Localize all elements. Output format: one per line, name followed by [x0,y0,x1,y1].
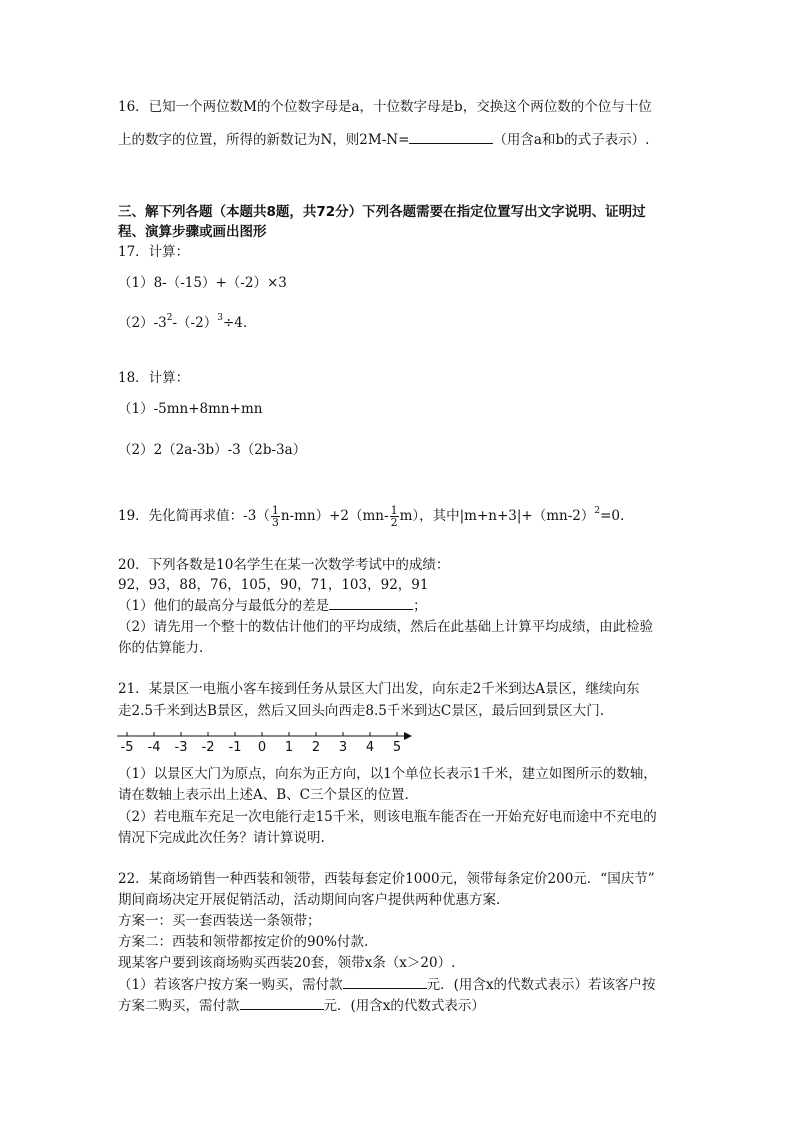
q17-part2-c: ÷4. [222,315,248,331]
q18-title: 18．计算： [118,370,190,386]
answer-blank [343,976,427,989]
q21-line1: 21．某景区一电瓶小客车接到任务从景区大门出发，向东走2千米到达A景区，继续向东 [118,681,640,697]
q20-part1-b: ； [413,598,427,614]
exponent: 2 [594,506,601,516]
number-line-label: -3 [174,740,188,755]
q20-part1-a: （1）他们的最高分与最低分的差是 [118,598,330,614]
q22-part1-a: （1）若该客户按方案一购买，需付款 [118,977,343,993]
q19-text-c: m），其中|m+n+3|+（mn-2） [399,508,595,524]
fraction-one-third [271,505,280,528]
number-line-label: -1 [228,740,242,755]
q19-text-d: =0. [600,508,625,524]
q16-line1: 16．已知一个两位数M的个位数字母是a，十位数字母是b，交换这个两位数的个位与十位 [118,99,652,115]
answer-blank [409,131,493,144]
q17-part1: （1）8-（-15）+（-2）×3 [118,275,287,291]
section-heading-line1: 三、解下列各题（本题共8题，共72分）下列各题需要在指定位置写出文字说明、证明过 [118,204,646,220]
q20-part2-line2: 你的估算能力. [118,640,204,656]
fraction-denominator: 3 [271,516,279,529]
number-line-label: -5 [120,740,134,755]
q22-part1-line2 [118,997,485,1015]
q22-line1: 22．某商场销售一种西装和领带，西装每套定价1000元，领带每条定价200元．“国庆节” [118,871,655,887]
exponent: 2 [166,313,173,323]
q22-part1-line1 [118,976,655,994]
number-line-label: -2 [201,740,215,755]
number-line-label: 5 [392,740,402,755]
q18-part1: （1）-5mn+8mn+mn [118,401,263,417]
q16-text-a: 上的数字的位置，所得的新数记为N，则2M-N= [118,132,410,148]
exponent: 3 [217,313,223,323]
q19-text-a: 19．先化简再求值：-3（ [118,508,270,524]
q22-plan1: 方案一：买一套西装送一条领带； [118,913,321,929]
q22-plan2: 方案二：西装和领带都按定价的90%付款. [118,934,369,950]
number-line-label: 0 [257,740,267,755]
q16-line2 [118,131,649,149]
fraction-one-half [390,505,399,528]
number-line-label: 3 [338,740,348,755]
number-line-label: 2 [311,740,321,755]
fraction-numerator: 1 [390,504,398,517]
fraction-denominator: 2 [390,516,398,529]
q21-part2-line2: 情况下完成此次任务？请计算说明. [118,830,325,846]
q22-line2: 期间商场决定开展促销活动，活动期间向客户提供两种优惠方案. [118,892,501,908]
q19-text-b: n-mn）+2（mn- [280,508,389,524]
number-line [115,726,415,762]
q22-part1-d: 元．(用含x的代数式表示） [323,998,485,1014]
q17-part2 [118,315,247,332]
q22-part1-c: 方案二购买，需付款 [118,998,240,1014]
section-heading-line2: 程、演算步骤或画出图形 [118,224,267,240]
q17-part2-a: （2）-3 [118,315,167,331]
number-line-label: -4 [147,740,161,755]
q16-text-b: （用含a和b的式子表示）. [493,132,650,148]
q21-part1-line2: 请在数轴上表示出上述A、B、C三个景区的位置. [118,787,409,803]
q20-part2-line1: （2）请先用一个整十的数估计他们的平均成绩，然后在此基础上计算平均成绩，由此检验 [118,619,654,635]
q21-line2: 走2.5千米到达B景区，然后又回头向西走8.5千米到达C景区，最后回到景区大门. [118,703,604,719]
q22-part1-b: 元．(用含x的代数式表示）若该客户按 [426,977,656,993]
q17-title: 17．计算： [118,244,190,260]
q20-scores: 92，93，88，76，105，90，71，103，92，91 [118,577,429,593]
q20-title: 20．下列各数是10名学生在某一次数学考试中的成绩： [118,557,450,573]
number-line-label: 4 [365,740,375,755]
answer-blank [329,597,413,610]
number-line-label: 1 [284,740,294,755]
q19-line [118,505,624,528]
fraction-numerator: 1 [271,504,279,517]
q18-part2: （2）2（2a-3b）-3（2b-3a） [118,442,307,458]
q21-part1-line1: （1）以景区大门为原点，向东为正方向，以1个单位长表示1千米，建立如图所示的数轴， [118,766,657,782]
q17-part2-b: -（-2） [172,315,218,331]
q20-part1 [118,597,427,615]
answer-blank [240,997,324,1010]
arrow-right-icon [404,732,412,740]
q22-line5: 现某客户要到该商场购买西装20套，领带x条（x＞20）. [118,955,456,971]
q21-part2-line1: （2）若电瓶车充足一次电能行走15千米，则该电瓶车能否在一开始充好电而途中不充电的 [118,809,657,825]
